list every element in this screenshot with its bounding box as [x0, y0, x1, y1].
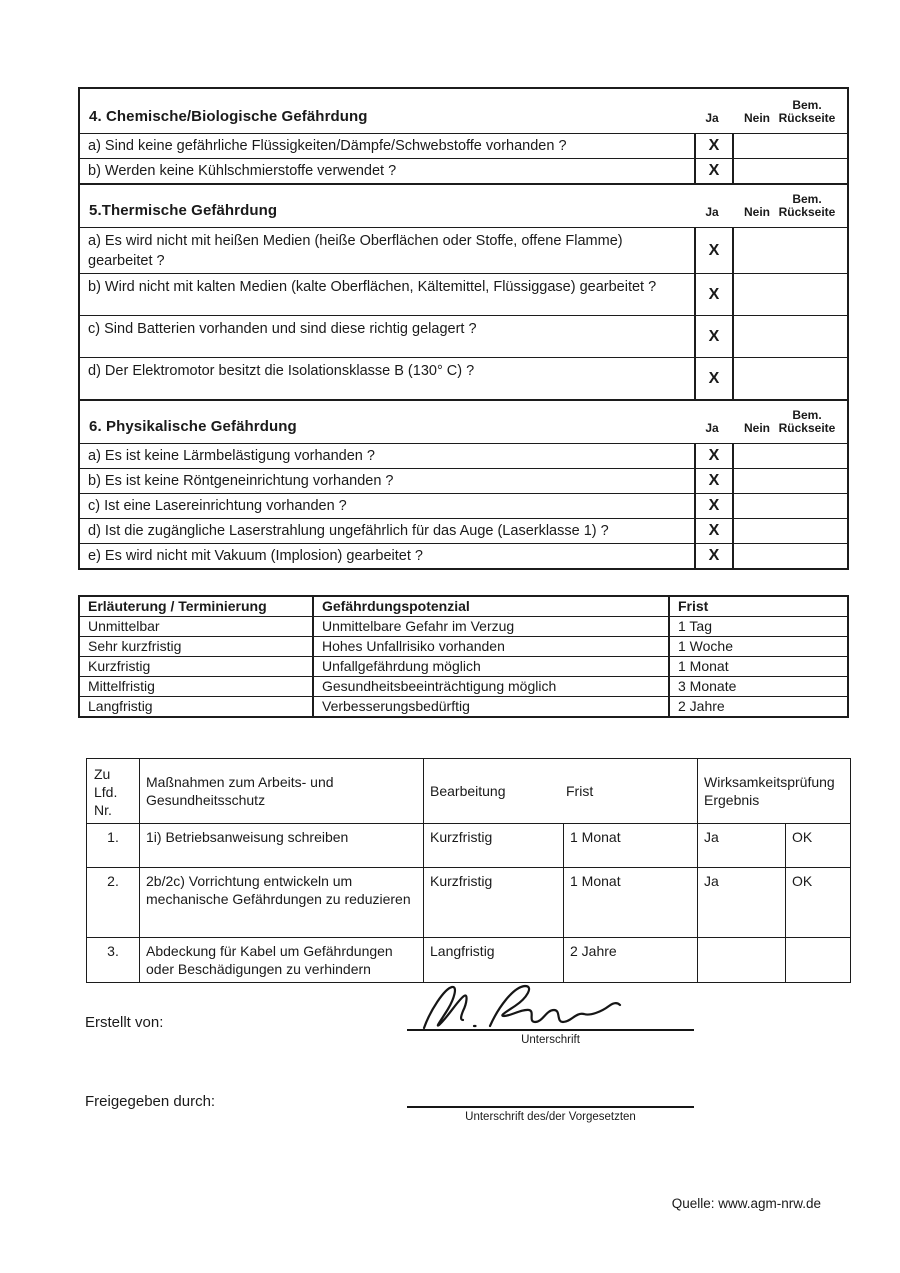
- checklist-row: [80, 273, 847, 315]
- column-header-bem-rueckseite: [769, 99, 845, 125]
- legend-row: [80, 636, 847, 656]
- rueckseite-label: Rückseite: [778, 111, 836, 125]
- legend-potential: Verbesserungsbedürftig: [312, 697, 668, 716]
- checklist-row: [80, 468, 847, 493]
- checklist-row: [80, 543, 847, 568]
- measure-text: Abdeckung für Kabel um Gefährdungen oder Beschädigungen zu verhindern: [139, 938, 423, 982]
- legend-header-frist: Frist: [668, 597, 847, 616]
- legend-term: Mittelfristig: [88, 678, 155, 694]
- measures-header-bearbeitung-frist: [423, 759, 697, 823]
- signature-line-approved[interactable]: [407, 1106, 694, 1108]
- measures-header-bearbeitung: Bearbeitung: [430, 783, 506, 799]
- nein-bem-cell[interactable]: [734, 469, 847, 493]
- measure-frist: 1 Monat: [563, 824, 697, 867]
- ja-checkbox-cell[interactable]: X: [694, 358, 734, 399]
- ja-checkbox-cell[interactable]: X: [694, 159, 734, 183]
- source-note: Quelle: www.agm-nrw.de: [671, 1196, 821, 1211]
- measure-frist: 2 Jahre: [563, 938, 697, 982]
- legend-row: [80, 696, 847, 716]
- nein-bem-cell[interactable]: [734, 444, 847, 468]
- legend-term: Sehr kurzfristig: [88, 638, 182, 654]
- measures-header-nr: Zu Lfd. Nr.: [94, 766, 118, 818]
- ja-checkbox-cell[interactable]: X: [694, 228, 734, 273]
- ja-checkbox-cell[interactable]: X: [694, 469, 734, 493]
- checklist-row: [80, 518, 847, 543]
- bem-label: Bem.: [792, 98, 822, 112]
- ja-checkbox-cell[interactable]: X: [694, 444, 734, 468]
- measure-text: 2b/2c) Vorrichtung entwickeln um mechanische Gefährdungen zu reduzieren: [139, 868, 423, 937]
- rueckseite-label: Rückseite: [778, 205, 836, 219]
- section-6-header: [80, 399, 847, 443]
- legend-term: Langfristig: [88, 698, 153, 714]
- legend-term: Kurzfristig: [88, 658, 151, 674]
- legend-table: [78, 595, 849, 718]
- column-header-bem-rueckseite: [769, 409, 845, 435]
- legend-header-erlaeuterung: Erläuterung / Terminierung: [88, 598, 267, 614]
- question-text: b) Wird nicht mit kalten Medien (kalte Oberflächen, Kältemittel, Flüssiggase) gearbeitet ?: [88, 279, 657, 295]
- checklist-row: [80, 227, 847, 273]
- checklist-row: [80, 357, 847, 399]
- measure-nr: 2.: [107, 873, 119, 889]
- measure-wirksamkeit: Ja: [697, 824, 785, 867]
- ja-checkbox-cell[interactable]: X: [694, 544, 734, 568]
- measure-ergebnis: OK: [785, 824, 850, 867]
- legend-header-row: [80, 597, 847, 616]
- column-header-nein: Nein: [743, 111, 770, 125]
- legend-header-gefaehrdungspotenzial: Gefährdungspotenzial: [312, 597, 668, 616]
- measure-wirksamkeit[interactable]: [697, 938, 785, 982]
- checklist-row: [80, 315, 847, 357]
- nein-bem-cell[interactable]: [734, 494, 847, 518]
- section-4-title: 4. Chemische/Biologische Gefährdung: [89, 108, 368, 125]
- checklist-row: [80, 158, 847, 183]
- measure-nr: 1.: [107, 829, 119, 845]
- section-4-header: [80, 89, 847, 133]
- question-text: e) Es wird nicht mit Vakuum (Implosion) gearbeitet ?: [88, 548, 423, 564]
- nein-bem-cell[interactable]: [734, 228, 847, 273]
- legend-frist: 1 Tag: [668, 617, 847, 636]
- legend-potential: Hohes Unfallrisiko vorhanden: [312, 637, 668, 656]
- handwritten-signature: [410, 984, 700, 1032]
- measure-frist: 1 Monat: [563, 868, 697, 937]
- question-text: c) Sind Batterien vorhanden und sind diese richtig gelagert ?: [88, 321, 477, 337]
- nein-bem-cell[interactable]: [734, 358, 847, 399]
- legend-frist: 1 Monat: [668, 657, 847, 676]
- nein-bem-cell[interactable]: [734, 544, 847, 568]
- question-text: d) Ist die zugängliche Laserstrahlung ungefährlich für das Auge (Laserklasse 1) ?: [88, 523, 609, 539]
- section-6-title: 6. Physikalische Gefährdung: [89, 418, 297, 435]
- ja-checkbox-cell[interactable]: X: [694, 274, 734, 315]
- measures-header-frist: Frist: [566, 783, 594, 799]
- question-text: c) Ist eine Lasereinrichtung vorhanden ?: [88, 498, 347, 514]
- measure-ergebnis: OK: [785, 868, 850, 937]
- measures-header-massnahmen: Maßnahmen zum Arbeits- und Gesundheitsschutz: [139, 759, 423, 823]
- ja-checkbox-cell[interactable]: X: [694, 494, 734, 518]
- column-header-bem-rueckseite: [769, 193, 845, 219]
- nein-bem-cell[interactable]: [734, 316, 847, 357]
- legend-frist: 2 Jahre: [668, 697, 847, 716]
- measure-wirksamkeit: Ja: [697, 868, 785, 937]
- checklist-row: [80, 443, 847, 468]
- legend-row: [80, 616, 847, 636]
- question-text: d) Der Elektromotor besitzt die Isolationsklasse B (130° C) ?: [88, 363, 475, 379]
- measure-row: [87, 937, 850, 982]
- measures-header-wirksamkeitspruefung: Wirksamkeitsprüfung Ergebnis: [697, 759, 850, 823]
- column-header-nein: Nein: [743, 421, 770, 435]
- column-header-ja: Ja: [705, 111, 719, 125]
- hazard-checklist-table: [78, 87, 849, 570]
- signature-caption-approved: Unterschrift des/der Vorgesetzten: [465, 1111, 636, 1123]
- created-by-label: Erstellt von:: [85, 1014, 164, 1031]
- measure-bearbeitung: Kurzfristig: [423, 868, 563, 937]
- measure-nr: 3.: [107, 943, 119, 959]
- legend-potential: Unfallgefährdung möglich: [312, 657, 668, 676]
- ja-checkbox-cell[interactable]: X: [694, 316, 734, 357]
- measure-bearbeitung: Kurzfristig: [423, 824, 563, 867]
- measures-table: [86, 758, 851, 983]
- column-header-ja: Ja: [705, 421, 719, 435]
- checklist-row: [80, 493, 847, 518]
- legend-row: [80, 676, 847, 696]
- question-text: a) Sind keine gefährliche Flüssigkeiten/Dämpfe/Schwebstoffe vorhanden ?: [88, 138, 567, 154]
- question-text: b) Es ist keine Röntgeneinrichtung vorhanden ?: [88, 473, 394, 489]
- legend-potential: Unmittelbare Gefahr im Verzug: [312, 617, 668, 636]
- approved-by-label: Freigegeben durch:: [85, 1093, 216, 1110]
- section-5-header: [80, 183, 847, 227]
- measures-header-row: [87, 759, 850, 823]
- nein-bem-cell[interactable]: [734, 134, 847, 158]
- column-header-nein: Nein: [743, 205, 770, 219]
- bem-label: Bem.: [792, 192, 822, 206]
- checklist-row: [80, 133, 847, 158]
- ja-checkbox-cell[interactable]: X: [694, 134, 734, 158]
- measure-bearbeitung: Langfristig: [423, 938, 563, 982]
- legend-frist: 1 Woche: [668, 637, 847, 656]
- signature-caption-created: Unterschrift: [521, 1034, 580, 1046]
- question-text: b) Werden keine Kühlschmierstoffe verwendet ?: [88, 163, 397, 179]
- nein-bem-cell[interactable]: [734, 159, 847, 183]
- question-text: a) Es ist keine Lärmbelästigung vorhanden ?: [88, 448, 375, 464]
- signature-line-created[interactable]: [407, 1029, 694, 1031]
- legend-row: [80, 656, 847, 676]
- nein-bem-cell[interactable]: [734, 274, 847, 315]
- rueckseite-label: Rückseite: [778, 421, 836, 435]
- measure-ergebnis[interactable]: [785, 938, 850, 982]
- legend-frist: 3 Monate: [668, 677, 847, 696]
- section-5-title: 5.Thermische Gefährdung: [89, 202, 278, 219]
- question-text: a) Es wird nicht mit heißen Medien (heiße Oberflächen oder Stoffe, offene Flamme) gearbeitet ?: [88, 233, 623, 269]
- ja-checkbox-cell[interactable]: X: [694, 519, 734, 543]
- measure-text: 1i) Betriebsanweisung schreiben: [139, 824, 423, 867]
- bem-label: Bem.: [792, 408, 822, 422]
- nein-bem-cell[interactable]: [734, 519, 847, 543]
- column-header-ja: Ja: [705, 205, 719, 219]
- legend-potential: Gesundheitsbeeinträchtigung möglich: [312, 677, 668, 696]
- legend-term: Unmittelbar: [88, 618, 160, 634]
- measure-row: [87, 823, 850, 867]
- measure-row: [87, 867, 850, 937]
